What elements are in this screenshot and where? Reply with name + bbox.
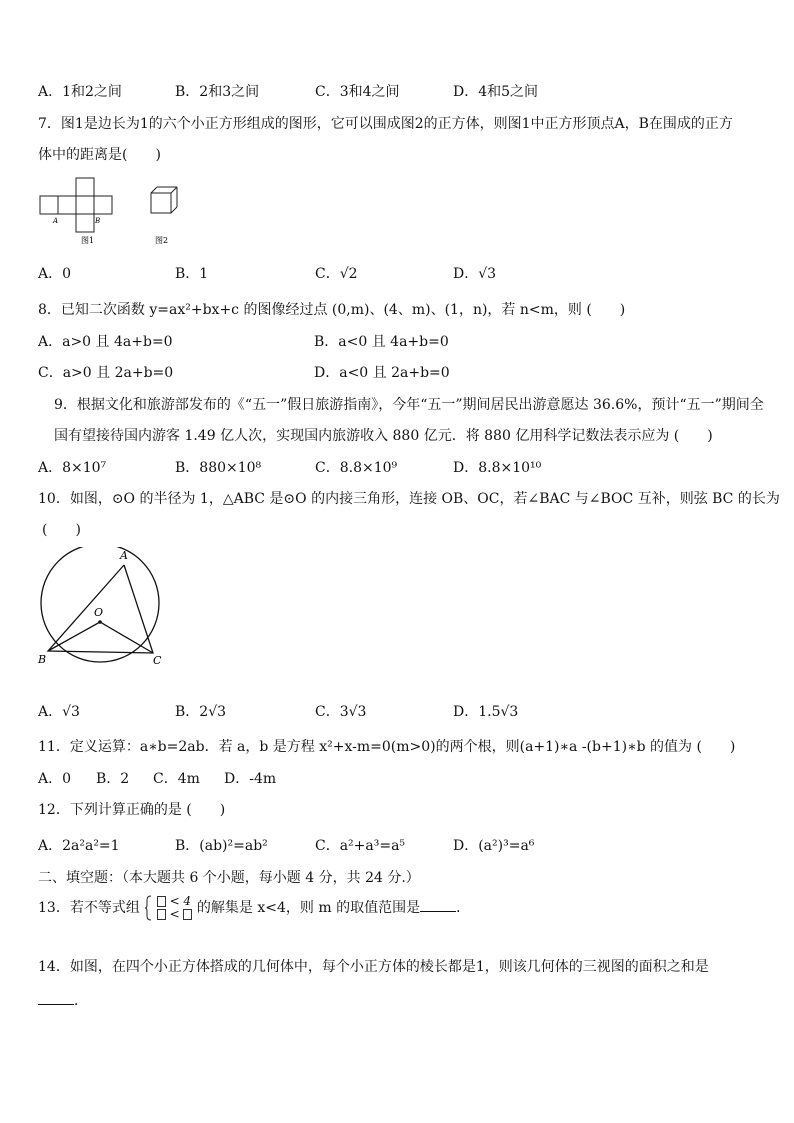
fig-label-a: A bbox=[53, 217, 59, 225]
fig-label-b: B bbox=[95, 217, 101, 225]
q7-figure bbox=[38, 176, 188, 252]
q9-option-a: A．8×10⁷ bbox=[38, 460, 107, 476]
q8-option-c: C．a>0 且 2a+b=0 bbox=[38, 365, 174, 381]
q8-option-a: A．a>0 且 4a+b=0 bbox=[38, 334, 173, 350]
q14-end: ． bbox=[74, 993, 88, 1009]
q9-stem-line1: 9．根据文化和旅游部发布的《“五一”假日旅游指南》，今年“五一”期间居民出游意愿达 36.6%，预计“五一”期间全 bbox=[54, 397, 764, 413]
q12-option-b: B．(ab)²=ab² bbox=[175, 838, 268, 854]
q11-option-d: D．-4m bbox=[224, 771, 277, 787]
q7-stem-line2: 体中的距离是( ) bbox=[38, 147, 161, 163]
q10-stem-line2: ( ) bbox=[42, 522, 81, 538]
sys-row2: < bbox=[169, 907, 180, 921]
q6-option-a: A．1和2之间 bbox=[38, 84, 122, 100]
q13-suffix: 的解集是 x<4，则 m 的取值范围是 bbox=[196, 900, 421, 916]
placeholder-box-icon bbox=[157, 909, 166, 920]
q11-stem: 11．定义运算：a∗b=2ab．若 a，b 是方程 x²+x-m=0(m>0)的两个根，则(a+1)∗a -(b+1)∗b 的值为 ( ) bbox=[38, 739, 736, 755]
inequality-system bbox=[157, 895, 193, 921]
q12-option-d: D．(a²)³=a⁶ bbox=[453, 838, 535, 854]
q12-stem: 12．下列计算正确的是 ( ) bbox=[38, 802, 226, 818]
fig-label-a: A bbox=[120, 549, 128, 562]
q7-option-d: D．√3 bbox=[453, 266, 497, 282]
answer-blank[interactable] bbox=[38, 990, 74, 1005]
placeholder-box-icon bbox=[183, 909, 192, 920]
q7-option-b: B．1 bbox=[175, 266, 209, 282]
circle-triangle-diagram bbox=[34, 547, 170, 669]
fig-label-o: O bbox=[94, 606, 104, 619]
placeholder-box-icon bbox=[157, 896, 166, 907]
q10-option-c: C．3√3 bbox=[315, 704, 367, 720]
q10-option-d: D．1.5√3 bbox=[453, 704, 519, 720]
q8-option-b: B．a<0 且 4a+b=0 bbox=[314, 334, 449, 350]
section-title-fill-in: 二、填空题：（本大题共 6 个小题，每小题 4 分，共 24 分.） bbox=[38, 870, 420, 886]
cube-net-and-cube-diagram bbox=[38, 176, 188, 248]
q11-option-b: B．2 bbox=[96, 771, 130, 787]
q9-option-b: B．880×10⁸ bbox=[175, 460, 262, 476]
q6-option-b: B．2和3之间 bbox=[175, 84, 260, 100]
q10-stem-line1: 10．如图，⊙O 的半径为 1，△ABC 是⊙O 的内接三角形，连接 OB、OC，若∠BAC 与∠BOC 互补，则弦 BC 的长为 bbox=[38, 491, 780, 507]
q13-end: ． bbox=[456, 900, 471, 916]
q9-stem-line2: 国有望接待国内游客 1.49 亿人次，实现国内旅游收入 880 亿元．将 880 亿用科学记数法表示应为 ( ) bbox=[54, 428, 713, 444]
q13-stem bbox=[38, 895, 470, 921]
q14-stem: 14．如图，在四个小正方体搭成的几何体中，每个小正方体的棱长都是1，则该几何体的三视图的面积之和是 bbox=[38, 959, 709, 975]
q7-option-a: A．0 bbox=[38, 266, 72, 282]
q10-figure bbox=[34, 547, 170, 673]
q12-option-a: A．2a²a²=1 bbox=[38, 838, 120, 854]
answer-blank[interactable] bbox=[420, 897, 456, 912]
fig2-caption: 图2 bbox=[155, 236, 169, 245]
fig1-caption: 图1 bbox=[81, 236, 95, 245]
q6-option-d: D．4和5之间 bbox=[453, 84, 539, 100]
q10-option-b: B．2√3 bbox=[175, 704, 227, 720]
fig-label-b: B bbox=[38, 653, 47, 666]
q11-option-c: C．4m bbox=[153, 771, 200, 787]
q7-option-c: C．√2 bbox=[315, 266, 358, 282]
q12-option-c: C．a²+a³=a⁵ bbox=[315, 838, 406, 854]
q11-option-a: A．0 bbox=[38, 771, 72, 787]
q6-option-c: C．3和4之间 bbox=[315, 84, 400, 100]
sys-row1: < 4 bbox=[169, 894, 192, 908]
q10-option-a: A．√3 bbox=[38, 704, 80, 720]
q13-prefix: 13．若不等式组 bbox=[38, 900, 140, 916]
fig-label-c: C bbox=[153, 654, 162, 667]
q14-answer-line bbox=[38, 990, 88, 1011]
q8-option-d: D．a<0 且 2a+b=0 bbox=[314, 365, 450, 381]
q7-stem-line1: 7．图1是边长为1的六个小正方形组成的图形，它可以围成图2的正方体，则图1中正方形顶点A，B在围成的正方 bbox=[38, 116, 733, 132]
q9-option-d: D．8.8×10¹⁰ bbox=[453, 460, 542, 476]
q8-stem: 8．已知二次函数 y=ax²+bx+c 的图像经过点 (0,m)、(4、m)、(1，n)，若 n<m，则 ( ) bbox=[38, 302, 626, 318]
system-brace-icon bbox=[144, 895, 152, 921]
q9-option-c: C．8.8×10⁹ bbox=[315, 460, 398, 476]
